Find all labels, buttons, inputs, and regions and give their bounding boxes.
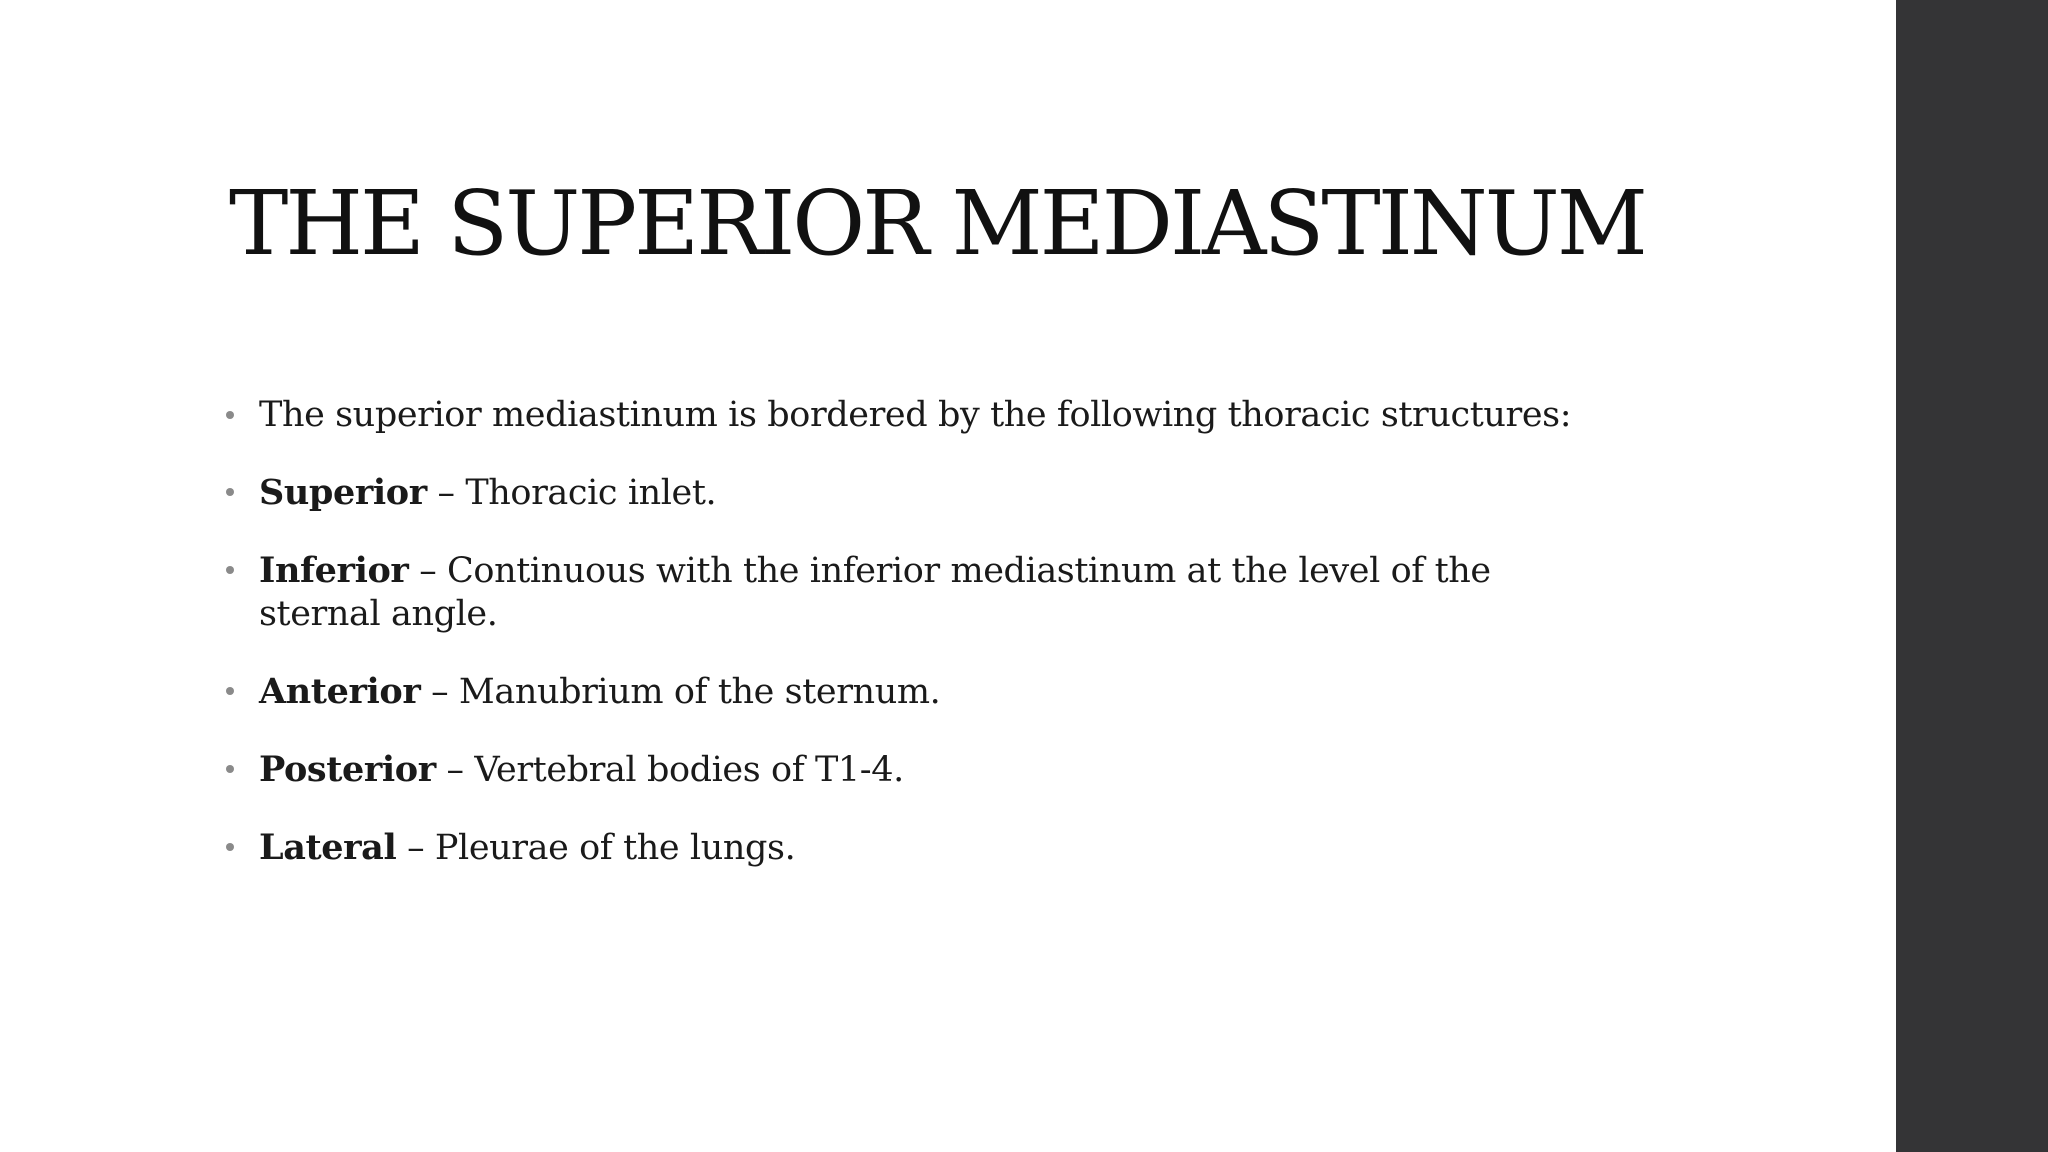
bullet-term: Lateral	[259, 827, 397, 868]
bullet-icon	[226, 687, 234, 695]
side-band	[1896, 0, 2048, 1152]
slide-title: THE SUPERIOR MEDIASTINUM	[229, 171, 1645, 275]
bullet-term: Anterior	[259, 671, 421, 712]
bullet-description: – Pleurae of the lungs.	[396, 828, 796, 868]
bullet-icon	[226, 765, 234, 773]
bullet-description: – Thoracic inlet.	[426, 473, 717, 513]
bullet-description: – Vertebral bodies of T1-4.	[435, 750, 904, 790]
bullet-description: – Continuous with the inferior mediastinum at the level of the sternal angle.	[259, 551, 1491, 634]
bullet-item-posterior	[226, 748, 1646, 792]
bullet-term: Posterior	[259, 749, 436, 790]
bullet-term: Inferior	[259, 550, 409, 591]
bullet-item-lateral	[226, 826, 1646, 870]
bullet-icon	[226, 411, 234, 419]
bullet-item-anterior	[226, 670, 1646, 714]
bullet-item-inferior	[226, 549, 1589, 636]
bullet-icon	[226, 488, 234, 496]
bullet-item-intro	[226, 394, 1646, 437]
bullet-term: Superior	[259, 472, 427, 513]
bullet-list	[226, 394, 1646, 904]
bullet-text: The superior mediastinum is bordered by the following thoracic structures:	[259, 395, 1572, 435]
bullet-icon	[226, 566, 234, 574]
bullet-item-superior	[226, 471, 1646, 515]
bullet-icon	[226, 843, 234, 851]
bullet-description: – Manubrium of the sternum.	[420, 672, 941, 712]
